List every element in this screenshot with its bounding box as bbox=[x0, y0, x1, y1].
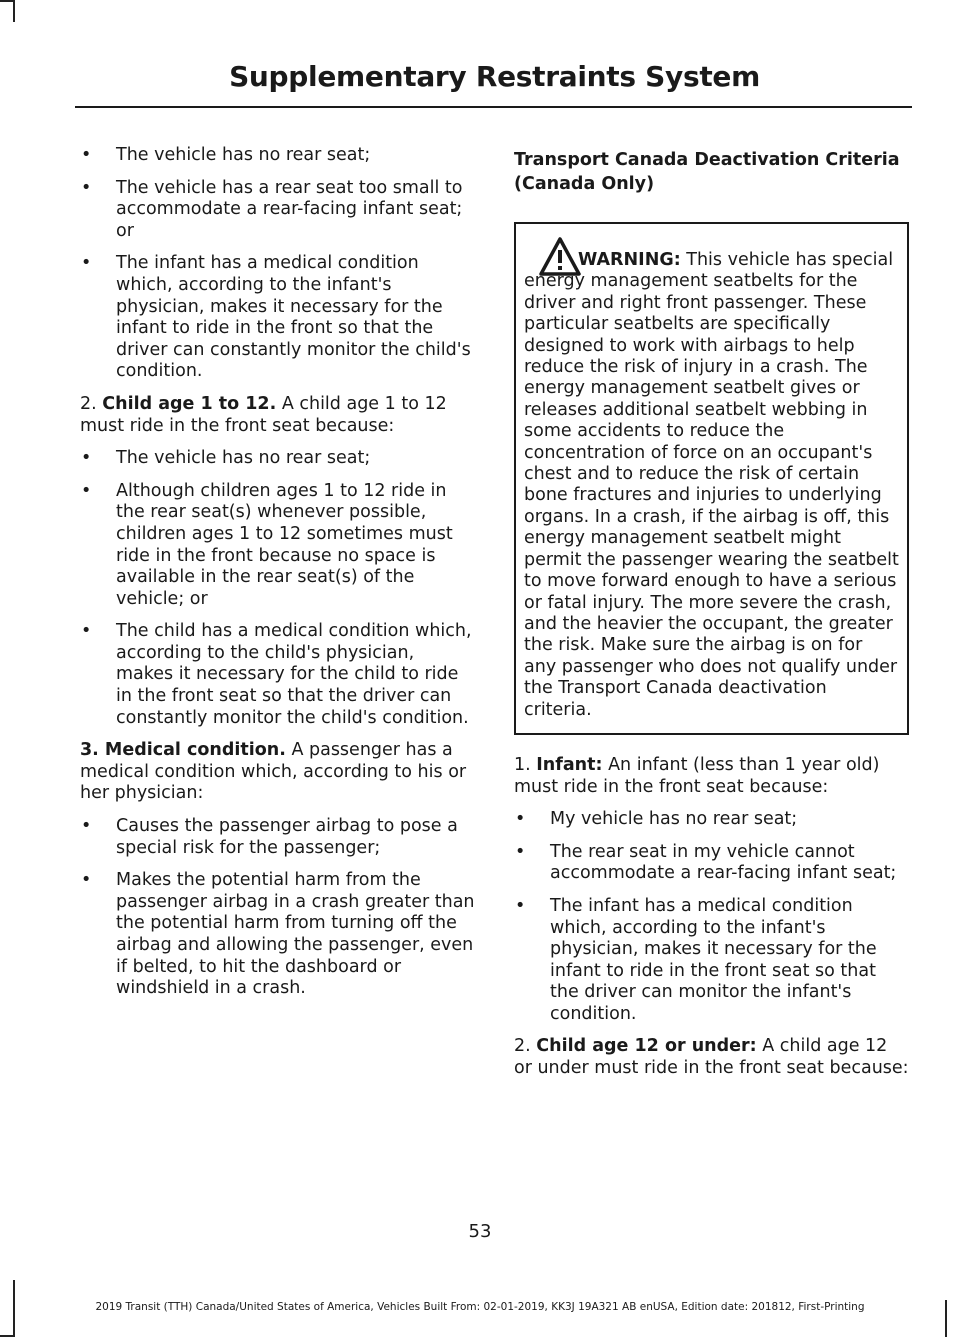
list-item: • The vehicle has a rear seat too small to accommodate a rear-facing infant seat; or bbox=[81, 177, 463, 241]
list-item: • The child has a medical condition which, according to the child's physician, makes it necessary for the child to ride in the front seat so that the driver can constantly monitor the child's condition. bbox=[81, 621, 472, 728]
warning-box bbox=[514, 222, 909, 735]
header-divider bbox=[75, 106, 912, 108]
bullet-icon: • bbox=[81, 621, 92, 642]
list-item: • The vehicle has no rear seat; bbox=[81, 448, 371, 469]
list-item: • The vehicle has no rear seat; bbox=[81, 145, 371, 165]
infant-paragraph: 1. Infant: An infant (less than 1 year old) must ride in the front seat because: bbox=[514, 754, 880, 797]
list-item: • Although children ages 1 to 12 ride in the rear seat(s) whenever possible, children ages 1 to 12 sometimes must ride in the front because no space is available in the rear seat(s) of the vehicle; or bbox=[81, 480, 453, 609]
medical-condition-label: 3. Medical condition. bbox=[80, 740, 286, 761]
list-item: • The infant has a medical condition which, according to the infant's physician, makes it necessary for the infant to ride in the front seat so that the driver can monitor the infant's condition. bbox=[515, 895, 877, 1024]
footer-edition-info: 2019 Transit (TTH) Canada/United States of America, Vehicles Built From: 02-01-2019, KK3J 19A321 AB enUSA, Edition date: 201812, First-Printing bbox=[95, 1301, 865, 1313]
bullet-icon: • bbox=[81, 177, 92, 198]
bullet-icon: • bbox=[81, 448, 92, 469]
bullet-icon: • bbox=[515, 809, 526, 830]
warning-triangle-icon bbox=[538, 236, 582, 278]
page-title: Supplementary Restraints System bbox=[229, 60, 760, 93]
child-age-12-label: Child age 12 or under: bbox=[536, 1036, 757, 1057]
list-item: • The rear seat in my vehicle cannot accommodate a rear-facing infant seat; bbox=[515, 841, 897, 884]
child-age-1-12-label: Child age 1 to 12. bbox=[102, 393, 277, 414]
warning-label: WARNING: bbox=[578, 250, 681, 270]
left-column bbox=[80, 145, 475, 1011]
bullet-icon: • bbox=[515, 841, 526, 862]
warning-text: WARNING: This vehicle has special energy management seatbelts for the driver and right front passenger. These particular seatbelts are specifically designed to work with airbags to help reduce the risk of injury in a crash. The energy management seatbelt gives or releases additional seatbelt webbing in some accidents to reduce the concentration of force on an occupant's chest and to reduce the risk of certain bone fractures and injuries to underlying organs. In a crash, if the airbag is off, this energy management seatbelt might permit the passenger wearing the seatbelt to move forward enough to have a serious or fatal injury. The more severe the crash, and the heavier the occupant, the greater the risk. Make sure the airbag is on for any passenger who does not qualify under the Transport Canada deactivation criteria. bbox=[524, 250, 899, 720]
child-age-1-12-paragraph: 2. Child age 1 to 12. A child age 1 to 12 must ride in the front seat because: bbox=[80, 393, 447, 436]
crop-mark bbox=[13, 0, 15, 22]
list-item: • Makes the potential harm from the passenger airbag in a crash greater than the potential harm from turning off the airbag and allowing the passenger, even if belted, to hit the dashboard or windshield in a crash. bbox=[81, 870, 475, 999]
list-item: • The infant has a medical condition which, according to the infant's physician, makes it necessary for the infant to ride in the front so that the driver can constantly monitor the child's condition. bbox=[81, 253, 471, 382]
bullet-icon: • bbox=[81, 816, 92, 837]
infant-label: Infant: bbox=[536, 754, 603, 775]
bullet-icon: • bbox=[81, 480, 92, 501]
medical-condition-paragraph: 3. Medical condition. A passenger has a medical condition which, according to his or her physician: bbox=[80, 740, 467, 804]
child-age-12-paragraph: 2. Child age 12 or under: A child age 12 or under must ride in the front seat because: bbox=[514, 1036, 909, 1079]
bullet-icon: • bbox=[81, 870, 92, 891]
bullet-icon: • bbox=[81, 145, 92, 165]
page-number: 53 bbox=[468, 1221, 492, 1242]
right-column bbox=[514, 145, 909, 1091]
bullet-icon: • bbox=[81, 253, 92, 274]
list-item: • Causes the passenger airbag to pose a special risk for the passenger; bbox=[81, 816, 458, 858]
section-heading: Transport Canada Deactivation Criteria (Canada Only) bbox=[514, 150, 900, 194]
list-item: • My vehicle has no rear seat; bbox=[515, 809, 798, 830]
crop-mark bbox=[0, 0, 13, 2]
bullet-icon: • bbox=[515, 895, 526, 916]
